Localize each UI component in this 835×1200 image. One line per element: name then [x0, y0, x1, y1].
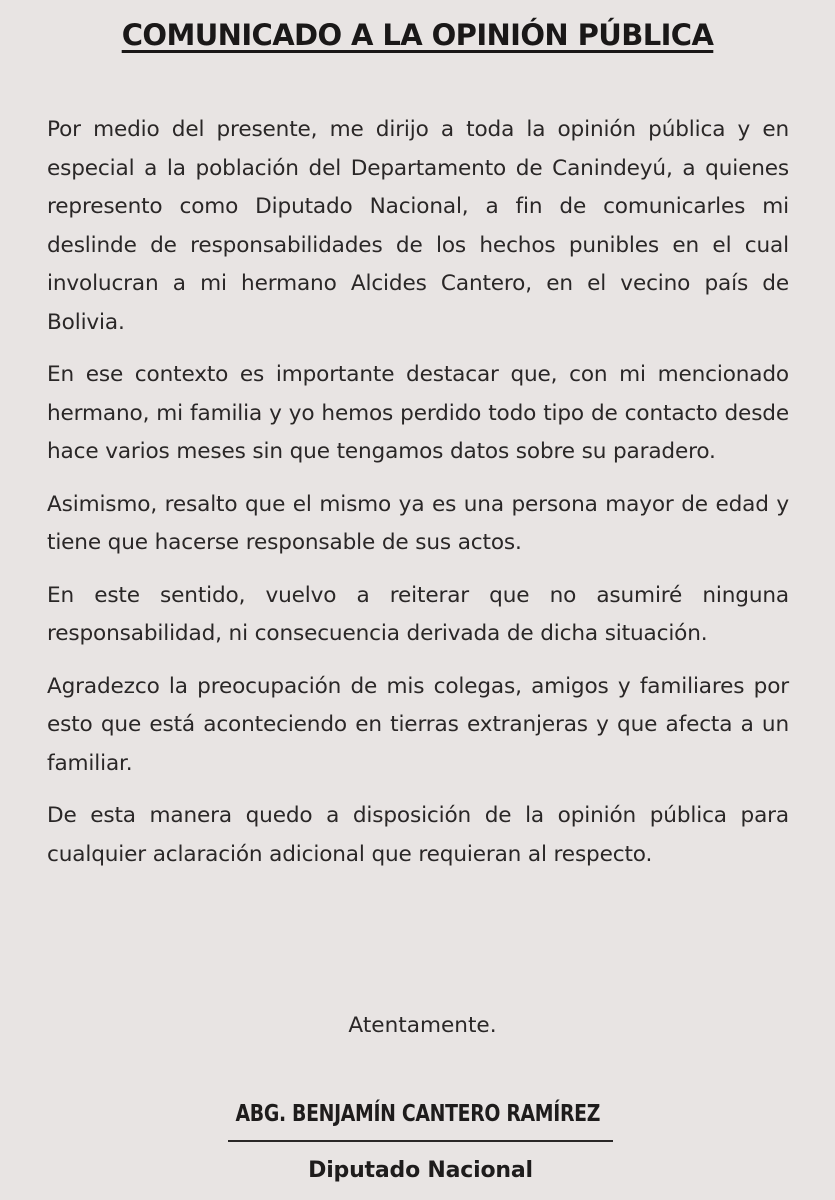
- paragraph-1: Por medio del presente, me dirijo a toda la opinión pública y en especial a la población del Departamento de Canindeyú, a quienes represento como Diputado Nacional, a fin de comunicarles mi deslinde de responsabilidades de los hechos punibles en el cual involucran a mi hermano Alcides Cantero, en el vecino país de Bolivia.: [47, 117, 789, 335]
- signature-name: ABG. BENJAMÍN CANTERO RAMÍREZ: [235, 1101, 601, 1127]
- paragraph-4: En este sentido, vuelvo a reiterar que no asumiré ninguna responsabilidad, ni consecuencia derivada de dicha situación.: [47, 582, 789, 646]
- paragraph-5: Agradezco la preocupación de mis colegas, amigos y familiares por esto que está aconteciendo en tierras extranjeras y que afecta a un familiar.: [47, 673, 789, 776]
- paragraph-6: De esta manera quedo a disposición de la opinión pública para cualquier aclaración adicional que requieran al respecto.: [47, 803, 789, 867]
- closing-salutation: Atentamente.: [348, 1013, 497, 1038]
- paragraph-3: Asimismo, resalto que el mismo ya es una persona mayor de edad y tiene que hacerse responsable de sus actos.: [47, 491, 789, 555]
- document-title: [0, 18, 835, 52]
- document-title-text: COMUNICADO A LA OPINIÓN PÚBLICA: [121, 18, 714, 52]
- paragraph-2: En ese contexto es importante destacar que, con mi mencionado hermano, mi familia y yo hemos perdido todo tipo de contacto desde hace varios meses sin que tengamos datos sobre su paradero.: [47, 362, 789, 464]
- signature-line: [228, 1140, 613, 1142]
- document-body: [47, 111, 789, 888]
- signature-role: Diputado Nacional: [308, 1158, 533, 1183]
